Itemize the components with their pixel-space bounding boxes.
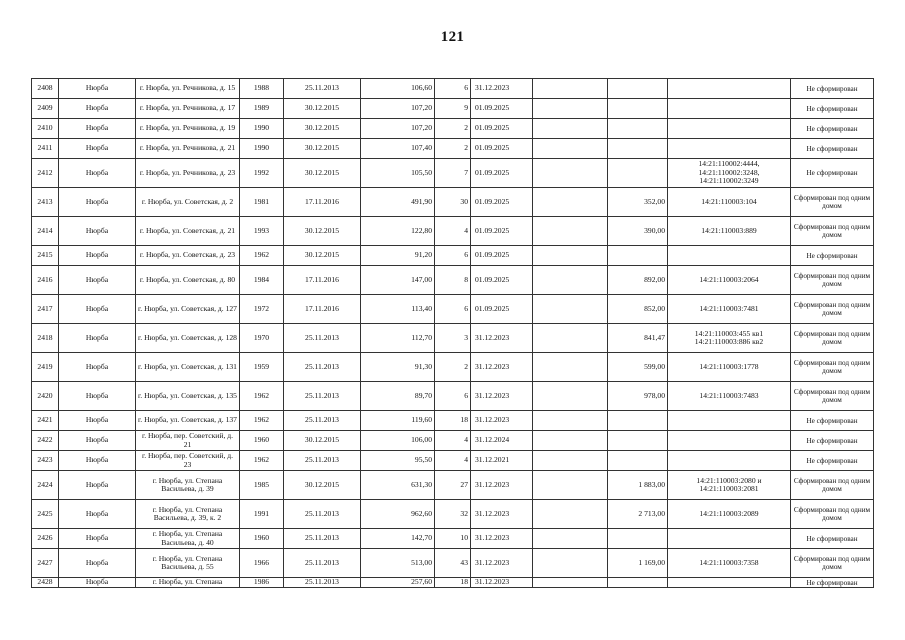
row-residents: 2 bbox=[435, 119, 471, 139]
row-build-year: 1991 bbox=[240, 500, 284, 529]
row-plan bbox=[533, 549, 608, 578]
row-build-year: 1962 bbox=[240, 451, 284, 471]
row-plan bbox=[533, 324, 608, 353]
row-build-year: 1984 bbox=[240, 266, 284, 295]
row-cadastral: 14:21:110003:2089 bbox=[668, 500, 791, 529]
row-area: 631,30 bbox=[361, 471, 435, 500]
row-city: Нюрба bbox=[59, 79, 136, 99]
row-term: 01.09.2025 bbox=[471, 188, 533, 217]
row-address: г. Нюрба, ул. Речникова, д. 21 bbox=[136, 139, 240, 159]
row-area: 142,70 bbox=[361, 529, 435, 549]
row-land-area bbox=[608, 246, 668, 266]
row-address: г. Нюрба, ул. Степана Васильева, д. 39 bbox=[136, 471, 240, 500]
row-city: Нюрба bbox=[59, 431, 136, 451]
row-address: г. Нюрба, ул. Речникова, д. 19 bbox=[136, 119, 240, 139]
row-status: Сформирован под одним домом bbox=[791, 549, 874, 578]
row-residents: 4 bbox=[435, 431, 471, 451]
row-cadastral bbox=[668, 139, 791, 159]
row-build-year: 1990 bbox=[240, 119, 284, 139]
row-area: 147,00 bbox=[361, 266, 435, 295]
row-address: г. Нюрба, ул. Речникова, д. 23 bbox=[136, 159, 240, 188]
row-status: Не сформирован bbox=[791, 159, 874, 188]
row-city: Нюрба bbox=[59, 139, 136, 159]
row-plan bbox=[533, 578, 608, 588]
table-row bbox=[32, 159, 874, 188]
row-land-area bbox=[608, 578, 668, 588]
row-cadastral: 14:21:110003:455 кв1 14:21:110003:886 кв2 bbox=[668, 324, 791, 353]
row-city: Нюрба bbox=[59, 382, 136, 411]
row-city: Нюрба bbox=[59, 529, 136, 549]
row-city: Нюрба bbox=[59, 500, 136, 529]
table-row bbox=[32, 382, 874, 411]
row-number: 2421 bbox=[32, 411, 59, 431]
row-date: 30.12.2015 bbox=[284, 159, 361, 188]
row-term: 01.09.2025 bbox=[471, 217, 533, 246]
table-row bbox=[32, 549, 874, 578]
row-build-year: 1985 bbox=[240, 471, 284, 500]
row-plan bbox=[533, 529, 608, 549]
row-number: 2410 bbox=[32, 119, 59, 139]
row-address: г. Нюрба, ул. Советская, д. 80 bbox=[136, 266, 240, 295]
row-status: Не сформирован bbox=[791, 139, 874, 159]
row-area: 91,30 bbox=[361, 353, 435, 382]
registry-body bbox=[32, 79, 874, 588]
row-cadastral bbox=[668, 411, 791, 431]
row-land-area bbox=[608, 99, 668, 119]
row-city: Нюрба bbox=[59, 119, 136, 139]
table-row bbox=[32, 451, 874, 471]
row-status: Не сформирован bbox=[791, 578, 874, 588]
row-term: 31.12.2023 bbox=[471, 549, 533, 578]
row-city: Нюрба bbox=[59, 99, 136, 119]
row-land-area bbox=[608, 139, 668, 159]
row-city: Нюрба bbox=[59, 451, 136, 471]
row-city: Нюрба bbox=[59, 159, 136, 188]
row-land-area bbox=[608, 119, 668, 139]
row-number: 2414 bbox=[32, 217, 59, 246]
row-area: 106,00 bbox=[361, 431, 435, 451]
row-date: 25.11.2013 bbox=[284, 79, 361, 99]
row-date: 25.11.2013 bbox=[284, 324, 361, 353]
row-number: 2415 bbox=[32, 246, 59, 266]
row-residents: 4 bbox=[435, 217, 471, 246]
row-date: 17.11.2016 bbox=[284, 188, 361, 217]
row-address: г. Нюрба, ул. Советская, д. 21 bbox=[136, 217, 240, 246]
row-build-year: 1959 bbox=[240, 353, 284, 382]
row-residents: 9 bbox=[435, 99, 471, 119]
table-row bbox=[32, 266, 874, 295]
row-area: 105,50 bbox=[361, 159, 435, 188]
row-build-year: 1992 bbox=[240, 159, 284, 188]
row-cadastral bbox=[668, 246, 791, 266]
row-area: 122,80 bbox=[361, 217, 435, 246]
row-status: Не сформирован bbox=[791, 119, 874, 139]
table-row bbox=[32, 471, 874, 500]
row-number: 2411 bbox=[32, 139, 59, 159]
row-number: 2420 bbox=[32, 382, 59, 411]
row-date: 17.11.2016 bbox=[284, 266, 361, 295]
row-plan bbox=[533, 451, 608, 471]
row-status: Сформирован под одним домом bbox=[791, 382, 874, 411]
row-address: г. Нюрба, ул. Советская, д. 23 bbox=[136, 246, 240, 266]
table-row bbox=[32, 500, 874, 529]
row-cadastral: 14:21:110003:104 bbox=[668, 188, 791, 217]
row-area: 513,00 bbox=[361, 549, 435, 578]
row-term: 01.09.2025 bbox=[471, 159, 533, 188]
row-term: 01.09.2025 bbox=[471, 139, 533, 159]
row-land-area bbox=[608, 529, 668, 549]
row-plan bbox=[533, 217, 608, 246]
row-city: Нюрба bbox=[59, 578, 136, 588]
row-residents: 7 bbox=[435, 159, 471, 188]
row-number: 2425 bbox=[32, 500, 59, 529]
row-area: 106,60 bbox=[361, 79, 435, 99]
table-row bbox=[32, 431, 874, 451]
table-row bbox=[32, 246, 874, 266]
row-area: 91,20 bbox=[361, 246, 435, 266]
row-cadastral bbox=[668, 451, 791, 471]
row-residents: 4 bbox=[435, 451, 471, 471]
row-term: 01.09.2025 bbox=[471, 266, 533, 295]
row-build-year: 1993 bbox=[240, 217, 284, 246]
row-land-area bbox=[608, 431, 668, 451]
row-residents: 32 bbox=[435, 500, 471, 529]
row-area: 962,60 bbox=[361, 500, 435, 529]
row-residents: 30 bbox=[435, 188, 471, 217]
row-cadastral: 14:21:110003:7483 bbox=[668, 382, 791, 411]
row-term: 31.12.2023 bbox=[471, 79, 533, 99]
row-status: Сформирован под одним домом bbox=[791, 217, 874, 246]
row-status: Сформирован под одним домом bbox=[791, 500, 874, 529]
row-plan bbox=[533, 79, 608, 99]
row-city: Нюрба bbox=[59, 324, 136, 353]
row-date: 30.12.2015 bbox=[284, 119, 361, 139]
row-number: 2412 bbox=[32, 159, 59, 188]
row-date: 25.11.2013 bbox=[284, 578, 361, 588]
row-status: Не сформирован bbox=[791, 451, 874, 471]
row-status: Не сформирован bbox=[791, 246, 874, 266]
row-build-year: 1988 bbox=[240, 79, 284, 99]
row-number: 2417 bbox=[32, 295, 59, 324]
row-date: 30.12.2015 bbox=[284, 139, 361, 159]
row-cadastral bbox=[668, 79, 791, 99]
row-term: 31.12.2023 bbox=[471, 411, 533, 431]
page-number: 121 bbox=[440, 29, 465, 45]
row-term: 01.09.2025 bbox=[471, 246, 533, 266]
row-status: Сформирован под одним домом bbox=[791, 353, 874, 382]
row-term: 31.12.2023 bbox=[471, 353, 533, 382]
table-row bbox=[32, 411, 874, 431]
row-address: г. Нюрба, ул. Советская, д. 127 bbox=[136, 295, 240, 324]
row-area: 491,90 bbox=[361, 188, 435, 217]
row-cadastral bbox=[668, 99, 791, 119]
row-city: Нюрба bbox=[59, 353, 136, 382]
row-plan bbox=[533, 431, 608, 451]
row-address: г. Нюрба, ул. Советская, д. 2 bbox=[136, 188, 240, 217]
row-build-year: 1962 bbox=[240, 246, 284, 266]
row-land-area bbox=[608, 451, 668, 471]
row-area: 107,20 bbox=[361, 119, 435, 139]
row-status: Не сформирован bbox=[791, 529, 874, 549]
row-plan bbox=[533, 382, 608, 411]
row-plan bbox=[533, 411, 608, 431]
row-cadastral bbox=[668, 529, 791, 549]
row-date: 25.11.2013 bbox=[284, 353, 361, 382]
row-date: 25.11.2013 bbox=[284, 549, 361, 578]
row-plan bbox=[533, 246, 608, 266]
row-term: 01.09.2025 bbox=[471, 119, 533, 139]
row-date: 25.11.2013 bbox=[284, 529, 361, 549]
row-residents: 3 bbox=[435, 324, 471, 353]
row-cadastral: 14:21:110003:7481 bbox=[668, 295, 791, 324]
row-address: г. Нюрба, ул. Советская, д. 137 bbox=[136, 411, 240, 431]
row-term: 31.12.2024 bbox=[471, 431, 533, 451]
row-date: 25.11.2013 bbox=[284, 411, 361, 431]
row-land-area: 841,47 bbox=[608, 324, 668, 353]
row-plan bbox=[533, 139, 608, 159]
row-term: 31.12.2023 bbox=[471, 500, 533, 529]
row-status: Сформирован под одним домом bbox=[791, 471, 874, 500]
row-date: 30.12.2015 bbox=[284, 217, 361, 246]
row-address: г. Нюрба, ул. Степана Васильева, д. 55 bbox=[136, 549, 240, 578]
housing-registry-table bbox=[31, 78, 874, 588]
row-residents: 6 bbox=[435, 79, 471, 99]
row-city: Нюрба bbox=[59, 549, 136, 578]
row-status: Не сформирован bbox=[791, 99, 874, 119]
row-residents: 18 bbox=[435, 411, 471, 431]
row-residents: 6 bbox=[435, 382, 471, 411]
row-address: г. Нюрба, ул. Советская, д. 131 bbox=[136, 353, 240, 382]
row-number: 2419 bbox=[32, 353, 59, 382]
row-area: 95,50 bbox=[361, 451, 435, 471]
row-build-year: 1960 bbox=[240, 529, 284, 549]
table-row bbox=[32, 529, 874, 549]
row-cadastral: 14:21:110003:1778 bbox=[668, 353, 791, 382]
row-term: 31.12.2023 bbox=[471, 471, 533, 500]
row-build-year: 1986 bbox=[240, 578, 284, 588]
row-build-year: 1970 bbox=[240, 324, 284, 353]
row-plan bbox=[533, 471, 608, 500]
row-term: 01.09.2025 bbox=[471, 99, 533, 119]
table-row bbox=[32, 99, 874, 119]
row-plan bbox=[533, 266, 608, 295]
row-status: Сформирован под одним домом bbox=[791, 295, 874, 324]
row-plan bbox=[533, 159, 608, 188]
row-number: 2422 bbox=[32, 431, 59, 451]
table-row bbox=[32, 295, 874, 324]
row-area: 107,20 bbox=[361, 99, 435, 119]
row-build-year: 1990 bbox=[240, 139, 284, 159]
row-cadastral: 14:21:110003:7358 bbox=[668, 549, 791, 578]
row-cadastral: 14:21:110003:889 bbox=[668, 217, 791, 246]
row-area: 119,60 bbox=[361, 411, 435, 431]
row-number: 2428 bbox=[32, 578, 59, 588]
row-land-area: 978,00 bbox=[608, 382, 668, 411]
row-plan bbox=[533, 353, 608, 382]
row-number: 2427 bbox=[32, 549, 59, 578]
row-land-area: 852,00 bbox=[608, 295, 668, 324]
row-build-year: 1966 bbox=[240, 549, 284, 578]
row-build-year: 1989 bbox=[240, 99, 284, 119]
row-cadastral: 14:21:110003:2064 bbox=[668, 266, 791, 295]
row-land-area: 1 169,00 bbox=[608, 549, 668, 578]
row-residents: 2 bbox=[435, 139, 471, 159]
row-number: 2426 bbox=[32, 529, 59, 549]
row-date: 30.12.2015 bbox=[284, 431, 361, 451]
row-address: г. Нюрба, ул. Советская, д. 128 bbox=[136, 324, 240, 353]
row-date: 30.12.2015 bbox=[284, 246, 361, 266]
row-plan bbox=[533, 500, 608, 529]
row-land-area: 2 713,00 bbox=[608, 500, 668, 529]
row-status: Сформирован под одним домом bbox=[791, 324, 874, 353]
table-row bbox=[32, 139, 874, 159]
row-cadastral bbox=[668, 119, 791, 139]
row-date: 17.11.2016 bbox=[284, 295, 361, 324]
row-residents: 18 bbox=[435, 578, 471, 588]
row-number: 2418 bbox=[32, 324, 59, 353]
row-build-year: 1962 bbox=[240, 411, 284, 431]
row-city: Нюрба bbox=[59, 217, 136, 246]
row-number: 2413 bbox=[32, 188, 59, 217]
row-land-area bbox=[608, 411, 668, 431]
row-term: 31.12.2023 bbox=[471, 324, 533, 353]
row-build-year: 1960 bbox=[240, 431, 284, 451]
table-row bbox=[32, 217, 874, 246]
row-land-area bbox=[608, 79, 668, 99]
row-residents: 43 bbox=[435, 549, 471, 578]
row-area: 89,70 bbox=[361, 382, 435, 411]
table-row bbox=[32, 324, 874, 353]
row-city: Нюрба bbox=[59, 471, 136, 500]
table-row bbox=[32, 79, 874, 99]
row-cadastral: 14:21:110002:4444, 14:21:110002:3248, 14:21:110002:3249 bbox=[668, 159, 791, 188]
row-term: 01.09.2025 bbox=[471, 295, 533, 324]
row-number: 2423 bbox=[32, 451, 59, 471]
row-status: Не сформирован bbox=[791, 411, 874, 431]
row-area: 113,40 bbox=[361, 295, 435, 324]
row-number: 2408 bbox=[32, 79, 59, 99]
row-cadastral: 14:21:110003:2080 и 14:21:110003:2081 bbox=[668, 471, 791, 500]
row-cadastral bbox=[668, 578, 791, 588]
row-address: г. Нюрба, пер. Советский, д. 21 bbox=[136, 431, 240, 451]
row-area: 257,60 bbox=[361, 578, 435, 588]
table-row bbox=[32, 353, 874, 382]
row-date: 25.11.2013 bbox=[284, 451, 361, 471]
row-residents: 2 bbox=[435, 353, 471, 382]
row-date: 30.12.2015 bbox=[284, 99, 361, 119]
row-residents: 8 bbox=[435, 266, 471, 295]
row-address: г. Нюрба, пер. Советский, д. 23 bbox=[136, 451, 240, 471]
table-row bbox=[32, 578, 874, 588]
row-plan bbox=[533, 99, 608, 119]
row-term: 31.12.2021 bbox=[471, 451, 533, 471]
row-residents: 10 bbox=[435, 529, 471, 549]
row-land-area: 390,00 bbox=[608, 217, 668, 246]
row-land-area: 599,00 bbox=[608, 353, 668, 382]
row-city: Нюрба bbox=[59, 266, 136, 295]
row-city: Нюрба bbox=[59, 411, 136, 431]
row-residents: 6 bbox=[435, 295, 471, 324]
row-address: г. Нюрба, ул. Степана Васильева, д. 39, к. 2 bbox=[136, 500, 240, 529]
row-plan bbox=[533, 188, 608, 217]
row-address: г. Нюрба, ул. Советская, д. 135 bbox=[136, 382, 240, 411]
row-plan bbox=[533, 119, 608, 139]
row-address: г. Нюрба, ул. Степана Васильева, д. 40 bbox=[136, 529, 240, 549]
row-land-area: 352,00 bbox=[608, 188, 668, 217]
row-build-year: 1981 bbox=[240, 188, 284, 217]
row-address: г. Нюрба, ул. Речникова, д. 17 bbox=[136, 99, 240, 119]
row-date: 25.11.2013 bbox=[284, 382, 361, 411]
row-residents: 27 bbox=[435, 471, 471, 500]
row-land-area: 1 883,00 bbox=[608, 471, 668, 500]
row-term: 31.12.2023 bbox=[471, 529, 533, 549]
row-area: 107,40 bbox=[361, 139, 435, 159]
row-term: 31.12.2023 bbox=[471, 578, 533, 588]
row-address: г. Нюрба, ул. Степана bbox=[136, 578, 240, 588]
row-city: Нюрба bbox=[59, 246, 136, 266]
row-address: г. Нюрба, ул. Речникова, д. 15 bbox=[136, 79, 240, 99]
row-number: 2409 bbox=[32, 99, 59, 119]
row-status: Не сформирован bbox=[791, 431, 874, 451]
row-number: 2424 bbox=[32, 471, 59, 500]
row-term: 31.12.2023 bbox=[471, 382, 533, 411]
row-status: Сформирован под одним домом bbox=[791, 266, 874, 295]
row-date: 30.12.2015 bbox=[284, 471, 361, 500]
row-plan bbox=[533, 295, 608, 324]
row-city: Нюрба bbox=[59, 295, 136, 324]
table-row bbox=[32, 119, 874, 139]
row-date: 25.11.2013 bbox=[284, 500, 361, 529]
row-residents: 6 bbox=[435, 246, 471, 266]
row-cadastral bbox=[668, 431, 791, 451]
row-build-year: 1972 bbox=[240, 295, 284, 324]
row-build-year: 1962 bbox=[240, 382, 284, 411]
table-row bbox=[32, 188, 874, 217]
row-city: Нюрба bbox=[59, 188, 136, 217]
row-land-area: 892,00 bbox=[608, 266, 668, 295]
row-status: Не сформирован bbox=[791, 79, 874, 99]
row-land-area bbox=[608, 159, 668, 188]
row-status: Сформирован под одним домом bbox=[791, 188, 874, 217]
row-area: 112,70 bbox=[361, 324, 435, 353]
row-number: 2416 bbox=[32, 266, 59, 295]
